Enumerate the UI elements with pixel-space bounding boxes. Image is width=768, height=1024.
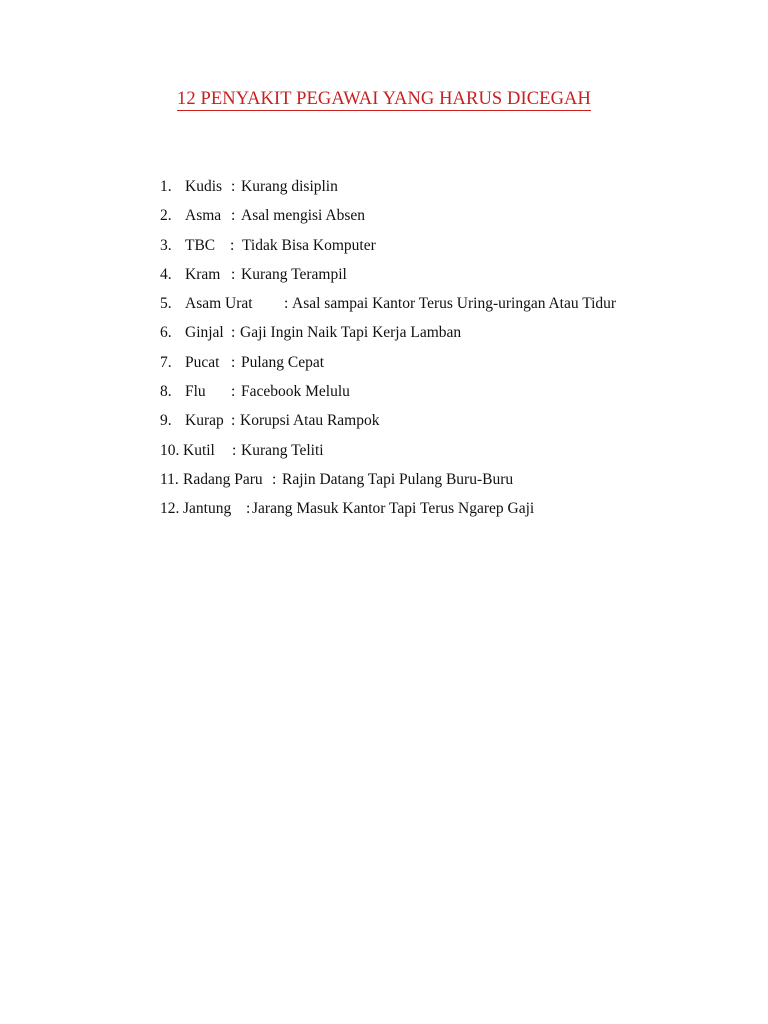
list-item-term: Radang Paru: [183, 470, 263, 488]
list-item-separator: :: [284, 295, 289, 313]
list-item-term: Ginjal: [185, 324, 224, 342]
list-item: [0, 497, 768, 526]
list-item: [0, 292, 768, 321]
list-item-number: 2.: [160, 207, 172, 225]
list-item: [0, 351, 768, 380]
document-title: [0, 87, 768, 111]
list-item-definition: Pulang Cepat: [241, 353, 325, 371]
list-item-term: Kutil: [183, 441, 215, 459]
list-item-number: 11.: [160, 470, 179, 488]
list-item-separator: :: [246, 500, 251, 518]
list-item-term: Asam Urat: [185, 295, 253, 313]
list-item-number: 8.: [160, 383, 172, 401]
list-item-definition: Kurang Terampil: [241, 265, 347, 283]
list-item-definition: Gaji Ingin Naik Tapi Kerja Lamban: [240, 324, 462, 342]
list-item-term: Kram: [185, 265, 221, 283]
list-item-separator: :: [231, 207, 236, 225]
list-item-separator: :: [231, 383, 236, 401]
list-item-term: Jantung: [183, 500, 232, 518]
list-item: [0, 380, 768, 409]
list-item-term: Asma: [185, 207, 222, 225]
list-item-number: 4.: [160, 265, 172, 283]
list-item-number: 1.: [160, 178, 172, 195]
list-item-separator: :: [231, 353, 236, 371]
list-item-definition: Rajin Datang Tapi Pulang Buru-Buru: [282, 470, 514, 488]
list-item-definition: Jarang Masuk Kantor Tapi Terus Ngarep Gaji: [252, 500, 535, 518]
list-item: [0, 175, 768, 204]
list-item-separator: :: [231, 412, 236, 430]
list-item: [0, 263, 768, 292]
list-item-separator: :: [232, 441, 237, 459]
list-item-number: 3.: [160, 236, 172, 254]
list-item-term: Flu: [185, 383, 206, 401]
list-item-separator: :: [272, 470, 277, 488]
list-item-separator: :: [231, 178, 236, 195]
document-title-text: 12 PENYAKIT PEGAWAI YANG HARUS DICEGAH: [177, 89, 591, 109]
list-item-term: TBC: [185, 236, 216, 254]
list-item-term: Pucat: [185, 353, 220, 371]
list-item: [0, 321, 768, 350]
list-item-definition: Tidak Bisa Komputer: [242, 236, 376, 254]
list-item-definition: Asal sampai Kantor Terus Uring-uringan Atau Tidur: [292, 295, 617, 313]
list-item-definition: Kurang Teliti: [241, 441, 324, 459]
list-item-definition: Asal mengisi Absen: [241, 207, 365, 225]
list-item-definition: Kurang disiplin: [241, 178, 338, 195]
list-item-term: Kurap: [185, 412, 224, 430]
list-item-number: 5.: [160, 295, 172, 313]
disease-list: [0, 175, 768, 527]
list-item: [0, 409, 768, 438]
list-item-number: 10.: [160, 441, 180, 459]
list-item-separator: :: [231, 324, 236, 342]
list-item: [0, 439, 768, 468]
list-item: [0, 204, 768, 233]
list-item-definition: Korupsi Atau Rampok: [240, 412, 380, 430]
list-item-number: 12.: [160, 500, 180, 518]
list-item: [0, 234, 768, 263]
list-item-number: 7.: [160, 353, 172, 371]
list-item-separator: :: [230, 236, 235, 254]
list-item-number: 9.: [160, 412, 172, 430]
list-item: [0, 468, 768, 497]
list-item-number: 6.: [160, 324, 172, 342]
list-item-separator: :: [231, 265, 236, 283]
list-item-definition: Facebook Melulu: [241, 383, 350, 401]
list-item-term: Kudis: [185, 178, 223, 195]
